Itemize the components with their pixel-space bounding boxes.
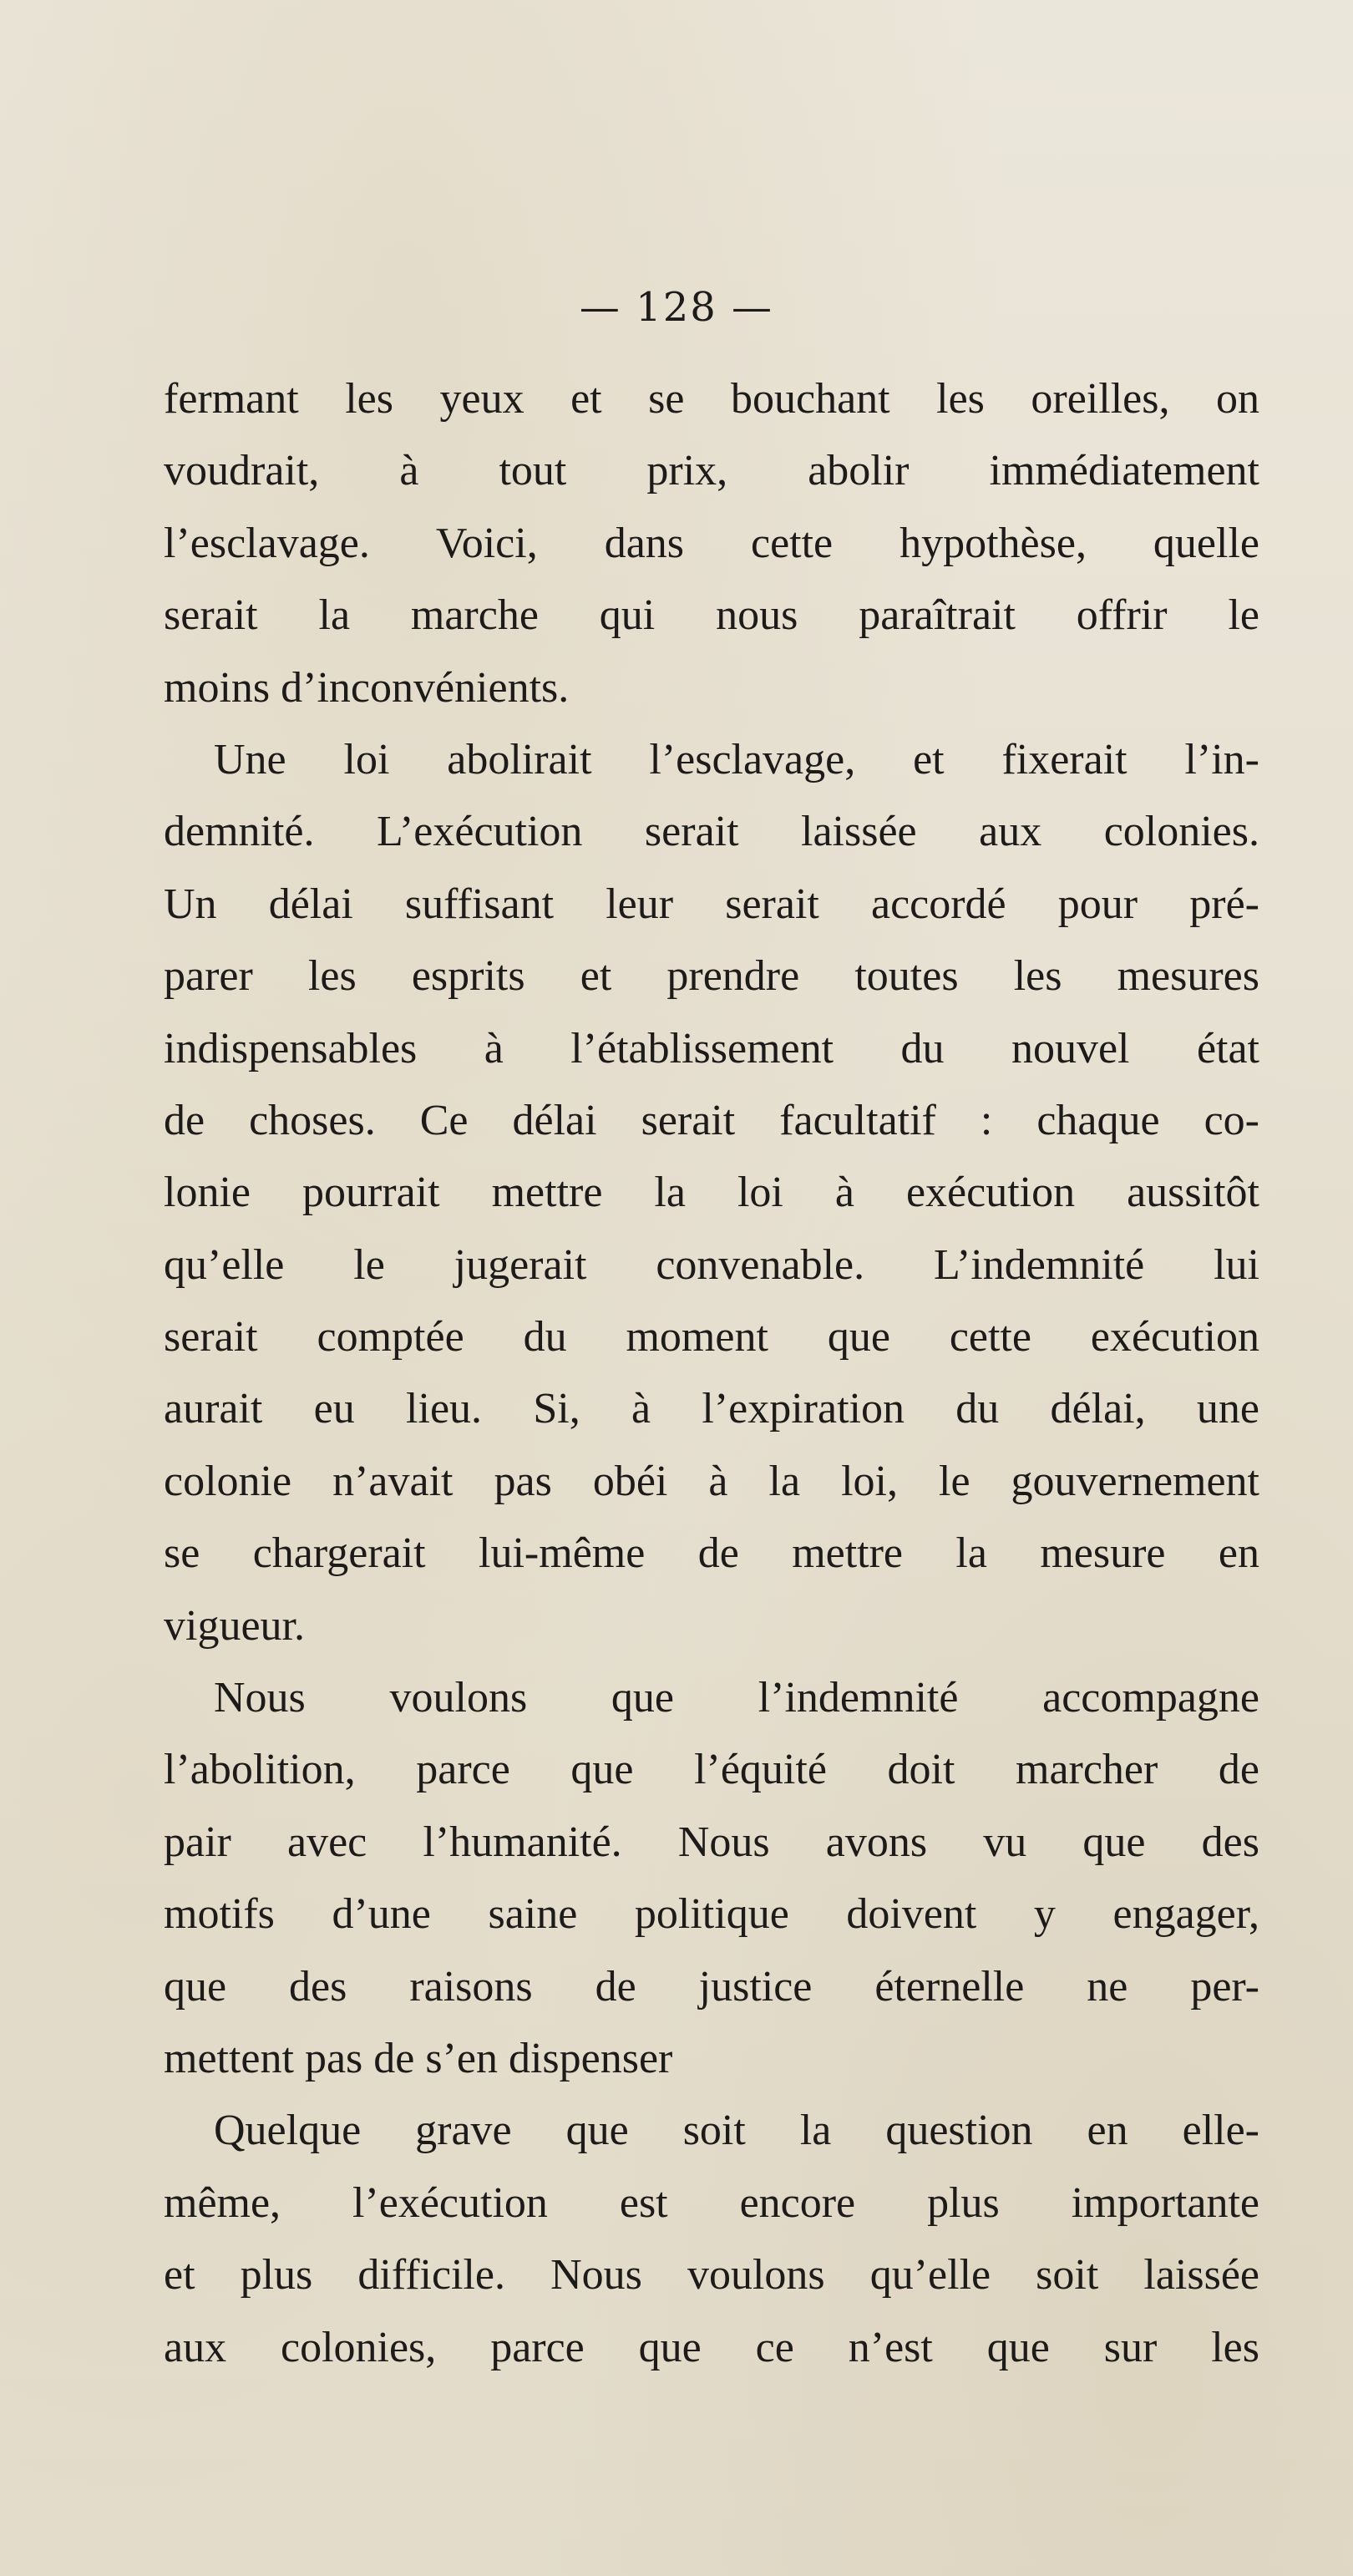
text-line: Nous voulons que l’indemnité accompagne — [214, 1674, 1259, 1722]
text-line: qu’elle le jugerait convenable. L’indemnité lui — [164, 1240, 1259, 1289]
text-line: colonie n’avait pas obéi à la loi, le gouvernement — [164, 1457, 1259, 1505]
text-line: pair avec l’humanité. Nous avons vu que des — [164, 1818, 1259, 1866]
text-line: moins d’inconvénients. — [164, 663, 570, 712]
text-line: serait la marche qui nous paraîtrait offrir le — [164, 591, 1259, 640]
text-line: Un délai suffisant leur serait accordé pour pré- — [164, 880, 1259, 928]
text-line: Une loi abolirait l’esclavage, et fixerait l’in- — [214, 735, 1259, 783]
text-line: demnité. L’exécution serait laissée aux colonies. — [164, 808, 1259, 856]
text-line: indispensables à l’établissement du nouvel état — [164, 1024, 1259, 1072]
text-line: serait comptée du moment que cette exécution — [164, 1313, 1259, 1362]
text-line: voudrait, à tout prix, abolir immédiatement — [164, 447, 1259, 495]
text-line: lonie pourrait mettre la loi à exécution aussitôt — [164, 1169, 1259, 1217]
page-number-header: — 128 — — [579, 284, 774, 331]
text-line: aurait eu lieu. Si, à l’expiration du délai, une — [164, 1385, 1259, 1433]
text-line: de choses. Ce délai serait facultatif : chaque co- — [164, 1096, 1259, 1144]
text-line: même, l’exécution est encore plus importante — [164, 2178, 1259, 2227]
text-line: motifs d’une saine politique doivent y engager, — [164, 1890, 1259, 1939]
text-line: que des raisons de justice éternelle ne per- — [164, 1962, 1259, 2011]
text-line: mettent pas de s’en dispenser — [164, 2034, 673, 2082]
text-line: fermant les yeux et se bouchant les oreilles, on — [164, 375, 1259, 423]
text-line: aux colonies, parce que ce n’est que sur les — [164, 2323, 1259, 2371]
text-line: Quelque grave que soit la question en elle- — [214, 2107, 1259, 2155]
body-text — [164, 363, 1259, 2384]
text-line: parer les esprits et prendre toutes les mesures — [164, 952, 1259, 1001]
text-line: vigueur. — [164, 1601, 305, 1650]
text-line: l’esclavage. Voici, dans cette hypothèse, quelle — [164, 519, 1259, 567]
text-line: se chargerait lui-même de mettre la mesure en — [164, 1529, 1259, 1578]
text-line: et plus difficile. Nous voulons qu’elle soit laissée — [164, 2251, 1259, 2300]
text-line: l’abolition, parce que l’équité doit marcher de — [164, 1746, 1259, 1794]
